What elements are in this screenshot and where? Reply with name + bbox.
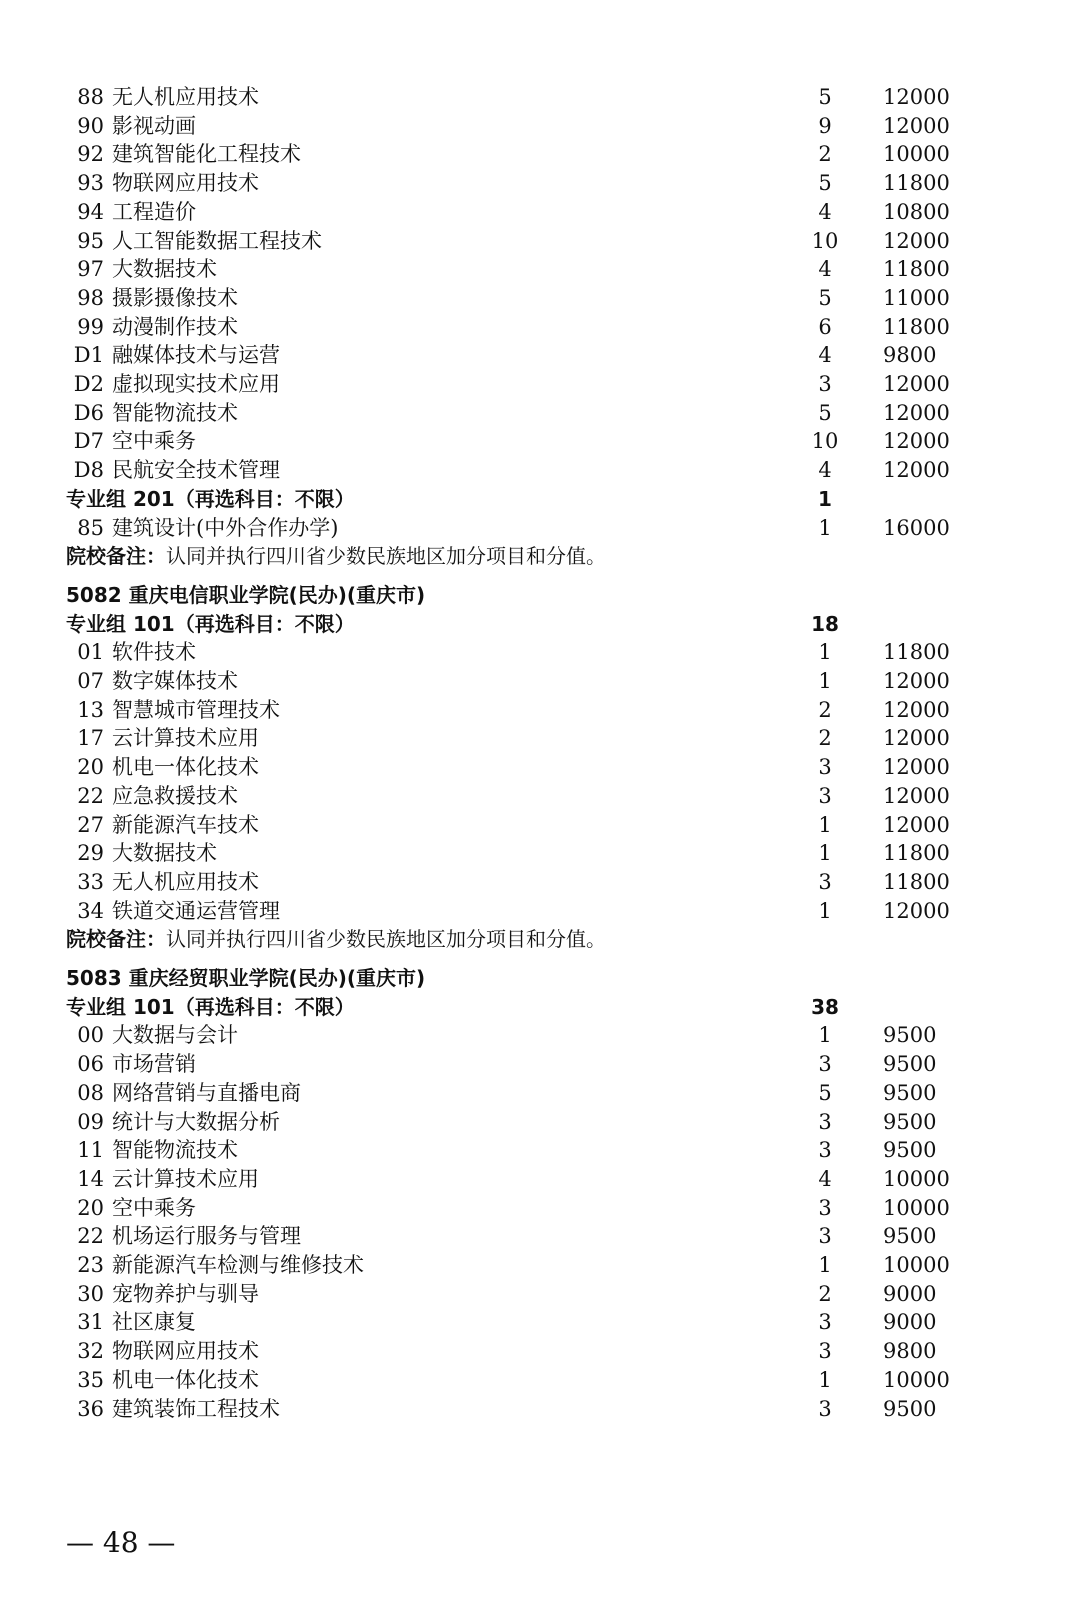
plan-count: 2	[818, 697, 832, 722]
tuition-fee: 10000	[883, 1166, 950, 1191]
major-code: D1	[73, 343, 104, 368]
plan-count: 3	[818, 372, 832, 396]
school-note	[66, 925, 606, 954]
plan-count: 3	[818, 1195, 832, 1220]
major-row	[0, 1395, 1080, 1424]
major-name: 人工智能数据工程技术	[112, 228, 322, 253]
major-row	[0, 83, 1080, 112]
major-row	[0, 1108, 1080, 1137]
major-code: 29	[77, 841, 104, 866]
major-code: 20	[77, 1195, 104, 1220]
plan-count: 1	[818, 515, 832, 540]
plan-count: 10	[811, 429, 839, 454]
major-group-label: 专业组 201（再选科目：不限）	[66, 486, 355, 511]
major-code: 31	[77, 1310, 104, 1335]
major-name: 动漫制作技术	[112, 314, 238, 339]
tuition-fee: 12000	[883, 812, 950, 837]
major-row	[0, 839, 1080, 868]
plan-count: 9	[818, 113, 832, 138]
major-group-row	[0, 993, 1080, 1022]
tuition-fee: 11800	[883, 257, 950, 282]
major-name: 物联网应用技术	[112, 1339, 259, 1364]
tuition-fee: 9500	[883, 1109, 937, 1134]
major-group-row	[0, 485, 1080, 514]
major-code: 95	[77, 228, 104, 253]
tuition-fee: 12000	[883, 898, 950, 923]
major-row	[0, 638, 1080, 667]
plan-count: 1	[818, 1023, 832, 1048]
major-row	[0, 1308, 1080, 1337]
tuition-fee: 11800	[883, 841, 950, 866]
tuition-fee: 12000	[883, 85, 950, 109]
major-row	[0, 1280, 1080, 1309]
major-code: D8	[73, 458, 104, 483]
major-code: 13	[77, 697, 104, 722]
major-row	[0, 897, 1080, 926]
plan-count: 6	[818, 314, 832, 339]
major-row	[0, 667, 1080, 696]
school-note-label: 院校备注：	[66, 927, 166, 952]
plan-count: 2	[818, 726, 832, 751]
tuition-fee: 12000	[883, 113, 950, 138]
tuition-fee: 9500	[883, 1138, 937, 1163]
major-name: 建筑装饰工程技术	[112, 1396, 280, 1421]
plan-count: 3	[818, 1224, 832, 1249]
tuition-fee: 12000	[883, 755, 950, 780]
plan-count: 4	[818, 1166, 832, 1191]
plan-count: 3	[818, 869, 832, 894]
major-group-row	[0, 610, 1080, 639]
major-row	[0, 1021, 1080, 1050]
major-name: 影视动画	[112, 113, 196, 138]
major-name: 云计算技术应用	[112, 726, 259, 751]
major-row	[0, 370, 1080, 399]
major-name: 社区康复	[112, 1310, 196, 1335]
school-header: 5083 重庆经贸职业学院(民办)(重庆市)	[66, 966, 426, 990]
major-name: 机电一体化技术	[112, 1367, 259, 1392]
plan-count: 1	[818, 812, 832, 837]
major-code: 20	[77, 755, 104, 780]
major-row	[0, 399, 1080, 428]
tuition-fee: 9500	[883, 1080, 937, 1105]
major-row	[0, 341, 1080, 370]
plan-count: 1	[818, 669, 832, 693]
major-code: 01	[77, 640, 104, 665]
major-row	[0, 1079, 1080, 1108]
tuition-fee: 10800	[883, 199, 950, 224]
tuition-fee: 9800	[883, 343, 937, 368]
major-code: D6	[73, 400, 104, 425]
plan-count: 4	[818, 257, 832, 282]
major-code: 27	[77, 812, 104, 837]
major-row	[0, 140, 1080, 169]
major-code: 30	[77, 1281, 104, 1306]
major-code: 14	[77, 1166, 104, 1191]
plan-count: 2	[818, 142, 832, 167]
school-note-text: 认同并执行四川省少数民族地区加分项目和分值。	[166, 927, 606, 952]
major-row	[0, 284, 1080, 313]
major-code: 22	[77, 1224, 104, 1249]
plan-count: 2	[818, 1281, 832, 1306]
tuition-fee: 12000	[883, 429, 950, 454]
tuition-fee: 9000	[883, 1310, 937, 1335]
major-code: 94	[77, 199, 104, 224]
plan-count: 3	[818, 1396, 832, 1421]
tuition-fee: 10000	[883, 1367, 950, 1392]
major-name: 铁道交通运营管理	[112, 898, 280, 923]
major-code: 00	[77, 1023, 104, 1048]
tuition-fee: 9500	[883, 1052, 937, 1077]
major-name: 云计算技术应用	[112, 1166, 259, 1191]
major-name: 物联网应用技术	[112, 171, 259, 196]
plan-count: 3	[818, 1138, 832, 1163]
plan-count: 3	[818, 1052, 832, 1077]
major-row	[0, 514, 1080, 543]
major-code: 36	[77, 1396, 104, 1421]
major-name: 智能物流技术	[112, 400, 238, 425]
major-name: 虚拟现实技术应用	[112, 372, 280, 396]
tuition-fee: 10000	[883, 1195, 950, 1220]
plan-count: 1	[818, 898, 832, 923]
tuition-fee: 11800	[883, 869, 950, 894]
major-row	[0, 1050, 1080, 1079]
major-group-count: 38	[811, 994, 839, 1019]
major-name: 民航安全技术管理	[112, 458, 280, 483]
major-name: 建筑智能化工程技术	[112, 142, 301, 167]
major-name: 数字媒体技术	[112, 669, 238, 693]
major-code: 98	[77, 285, 104, 310]
major-row	[0, 112, 1080, 141]
major-row	[0, 724, 1080, 753]
major-name: 大数据与会计	[112, 1023, 238, 1048]
plan-count: 5	[818, 1080, 832, 1105]
major-code: 08	[77, 1080, 104, 1105]
major-row	[0, 1136, 1080, 1165]
plan-count: 5	[818, 171, 832, 196]
major-row	[0, 1337, 1080, 1366]
plan-count: 5	[818, 400, 832, 425]
major-name: 统计与大数据分析	[112, 1109, 280, 1134]
major-row	[0, 811, 1080, 840]
major-row	[0, 255, 1080, 284]
tuition-fee: 12000	[883, 669, 950, 693]
major-code: 35	[77, 1367, 104, 1392]
major-code: 93	[77, 171, 104, 196]
major-code: 06	[77, 1052, 104, 1077]
major-row	[0, 427, 1080, 456]
plan-count: 3	[818, 1339, 832, 1364]
major-code: D2	[73, 372, 104, 396]
plan-count: 1	[818, 1367, 832, 1392]
major-name: 应急救援技术	[112, 783, 238, 808]
major-row	[0, 782, 1080, 811]
school-note	[66, 542, 606, 571]
major-row	[0, 753, 1080, 782]
major-row	[0, 456, 1080, 485]
major-name: 机电一体化技术	[112, 755, 259, 780]
major-row	[0, 198, 1080, 227]
major-code: 33	[77, 869, 104, 894]
major-row	[0, 1251, 1080, 1280]
major-row	[0, 1222, 1080, 1251]
plan-count: 1	[818, 640, 832, 665]
major-row	[0, 1165, 1080, 1194]
major-name: 软件技术	[112, 640, 196, 665]
tuition-fee: 11800	[883, 640, 950, 665]
tuition-fee: 12000	[883, 697, 950, 722]
major-code: 99	[77, 314, 104, 339]
major-code: 92	[77, 142, 104, 167]
page-number: — 48 —	[66, 1526, 176, 1559]
plan-count: 3	[818, 1109, 832, 1134]
major-name: 机场运行服务与管理	[112, 1224, 301, 1249]
plan-count: 3	[818, 755, 832, 780]
tuition-fee: 16000	[883, 515, 950, 540]
major-name: 新能源汽车技术	[112, 812, 259, 837]
major-code: 88	[77, 85, 104, 109]
plan-count: 5	[818, 285, 832, 310]
major-code: 11	[77, 1138, 104, 1163]
plan-count: 3	[818, 783, 832, 808]
plan-count: 1	[818, 1253, 832, 1277]
major-name: 网络营销与直播电商	[112, 1080, 301, 1105]
major-code: 90	[77, 113, 104, 138]
major-row	[0, 1366, 1080, 1395]
major-row	[0, 1194, 1080, 1223]
major-row	[0, 868, 1080, 897]
major-name: 智能物流技术	[112, 1138, 238, 1163]
plan-count: 3	[818, 1310, 832, 1335]
major-name: 大数据技术	[112, 257, 217, 282]
tuition-fee: 9500	[883, 1023, 937, 1048]
tuition-fee: 12000	[883, 228, 950, 253]
major-row	[0, 169, 1080, 198]
tuition-fee: 12000	[883, 400, 950, 425]
major-code: D7	[73, 429, 104, 454]
major-name: 大数据技术	[112, 841, 217, 866]
major-name: 智慧城市管理技术	[112, 697, 280, 722]
major-code: 22	[77, 783, 104, 808]
plan-count: 4	[818, 458, 832, 483]
major-code: 34	[77, 898, 104, 923]
major-row	[0, 227, 1080, 256]
major-group-count: 18	[811, 611, 839, 636]
major-group-label: 专业组 101（再选科目：不限）	[66, 994, 355, 1019]
major-row	[0, 696, 1080, 725]
major-name: 无人机应用技术	[112, 85, 259, 109]
school-header-row	[0, 581, 1080, 610]
tuition-fee: 10000	[883, 142, 950, 167]
major-group-label: 专业组 101（再选科目：不限）	[66, 611, 355, 636]
school-header: 5082 重庆电信职业学院(民办)(重庆市)	[66, 582, 426, 607]
plan-count: 4	[818, 343, 832, 368]
major-name: 空中乘务	[112, 1195, 196, 1220]
tuition-fee: 9500	[883, 1396, 937, 1421]
tuition-fee: 11800	[883, 314, 950, 339]
major-name: 新能源汽车检测与维修技术	[112, 1253, 364, 1277]
major-code: 17	[77, 726, 104, 751]
school-header-row	[0, 964, 1080, 993]
major-code: 07	[77, 669, 104, 693]
tuition-fee: 11800	[883, 171, 950, 196]
major-row	[0, 313, 1080, 342]
major-name: 无人机应用技术	[112, 869, 259, 894]
tuition-fee: 10000	[883, 1253, 950, 1277]
major-group-count: 1	[818, 486, 832, 511]
major-name: 融媒体技术与运营	[112, 343, 280, 368]
tuition-fee: 12000	[883, 726, 950, 751]
major-name: 空中乘务	[112, 429, 196, 454]
tuition-fee: 9500	[883, 1224, 937, 1249]
tuition-fee: 12000	[883, 783, 950, 808]
school-note-text: 认同并执行四川省少数民族地区加分项目和分值。	[166, 544, 606, 569]
major-name: 建筑设计(中外合作办学)	[112, 515, 339, 540]
major-code: 32	[77, 1339, 104, 1364]
school-note-row	[0, 542, 1080, 571]
major-name: 宠物养护与驯导	[112, 1281, 259, 1306]
major-code: 09	[77, 1109, 104, 1134]
school-note-row	[0, 925, 1080, 954]
plan-count: 10	[811, 228, 839, 253]
plan-count: 1	[818, 841, 832, 866]
major-name: 摄影摄像技术	[112, 285, 238, 310]
tuition-fee: 9000	[883, 1281, 937, 1306]
school-note-label: 院校备注：	[66, 544, 166, 569]
major-code: 85	[77, 515, 104, 540]
tuition-fee: 11000	[883, 285, 950, 310]
major-code: 23	[77, 1253, 104, 1277]
tuition-fee: 9800	[883, 1339, 937, 1364]
plan-count: 5	[818, 85, 832, 109]
tuition-fee: 12000	[883, 458, 950, 483]
major-name: 市场营销	[112, 1052, 196, 1077]
tuition-fee: 12000	[883, 372, 950, 396]
plan-count: 4	[818, 199, 832, 224]
major-code: 97	[77, 257, 104, 282]
major-name: 工程造价	[112, 199, 196, 224]
